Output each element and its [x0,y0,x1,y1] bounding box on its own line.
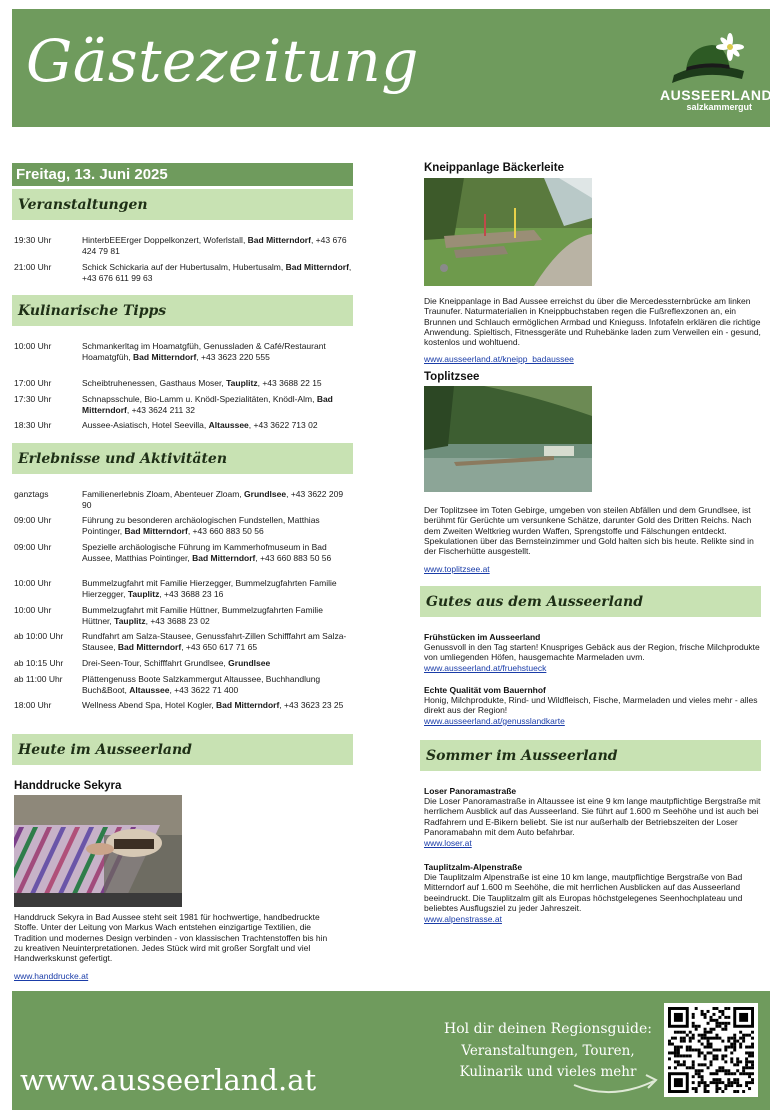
event-desc: Rundfahrt am Salza-Stausee, Genussfahrt-Zillen Schifffahrt am Salza-Stausee, Bad Mitterndorf, +43 650 617 71 65 [82,631,347,652]
event-time: ab 10:15 Uhr [14,658,64,668]
gutes-item-text: Honig, Milchprodukte, Rind- und Wildfleisch, Fische, Marmeladen und vieles mehr - alles direkt aus der Region! [424,695,758,716]
gutes-item-title: Frühstücken im Ausseerland [424,632,541,642]
toplitz-title: Toplitzsee [424,371,480,383]
date-bar: Freitag, 13. Juni 2025 [12,163,353,186]
section-erlebnisse: Erlebnisse und Aktivitäten [12,443,353,474]
kneipp-title: Kneippanlage Bäckerleite [424,162,564,174]
event-time: 19:30 Uhr [14,235,52,245]
sommer-item-title: Tauplitzalm-Alpenstraße [424,862,523,872]
section-veranstaltungen: Veranstaltungen [12,189,353,220]
event-desc: Schick Schickaria auf der Hubertusalm, Hubertusalm, Bad Mitterndorf, +43 676 611 99 63 [82,262,352,283]
handdrucke-photo [14,795,182,907]
event-desc: Bummelzugfahrt mit Familie Hüttner, Bummelzugfahrten Familie Hüttner, Tauplitz, +43 3688 23 02 [82,605,323,626]
event-desc: Spezielle archäologische Führung im Kammerhofmuseum in Bad Aussee, Matthias Pointinger, Bad Mitterndorf, +43 660 883 50 56 [82,542,332,563]
event-time: 09:00 Uhr [14,515,52,525]
logo-name: AUSSEERLAND [660,87,773,103]
sommer-item-text: Die Loser Panoramastraße in Altaussee ist eine 9 km lange mautpflichtige Bergstraße mit herrlichem Ausblick auf das Ausseerland. Sie führt auf 1.600 m Seehöhe und ist auch bei Radfahrern und E-Bikern beliebt. Sie ist nur außerhalb der Betriebszeiten der Loser Panoramabahn mit dem Auto befahrbar. [424,796,761,837]
event-desc: Wellness Abend Spa, Hotel Kogler, Bad Mitterndorf, +43 3623 23 25 [82,700,344,710]
section-sommer: Sommer im Ausseerland [420,740,761,771]
footer-line-3: Kulinarik und vieles mehr [459,1064,637,1080]
footer-line-2: Veranstaltungen, Touren, [461,1043,635,1059]
event-time: 18:30 Uhr [14,420,52,430]
toplitz-text: Der Toplitzsee im Toten Gebirge, umgeben von steilen Abfällen und dem Grundlsee, ist berühmt für Gerüchte um versunkene Schätze, darunter Gold des Dritten Reichs. Nach dem Zweiten Weltkrieg wurden Waffen, Sprengstoffe und Fälschungen entdeckt. Spekulationen über das Bernsteinzimmer und Gold halten sich bis heute. Relikte sind in der Fischerhütte ausgestellt. [424,505,754,557]
event-desc: Aussee-Asiatisch, Hotel Seevilla, Altaussee, +43 3622 713 02 [82,420,318,430]
gutes-item-text: Genussvoll in den Tag starten! Knuspriges Gebäck aus der Region, frische Milchprodukte von umliegenden Höfen, hausgemachte Marmeladen uvm. [424,642,760,663]
section-gutes: Gutes aus dem Ausseerland [420,586,761,617]
sommer-item-title: Loser Panoramastraße [424,786,517,796]
event-time: 21:00 Uhr [14,262,52,272]
sommer-item-link[interactable]: www.alpenstrasse.at [424,914,502,924]
logo-subtitle: salzkammergut [686,102,752,112]
toplitz-link[interactable]: www.toplitzsee.at [424,564,490,574]
kneipp-link[interactable]: www.ausseerland.at/kneipp_badaussee [424,354,574,364]
qr-code-icon[interactable] [664,1003,758,1097]
gutes-item-link[interactable]: www.ausseerland.at/fruehstueck [424,663,547,673]
event-desc: Bummelzugfahrt mit Familie Hierzegger, Bummelzugfahrten Familie Hierzegger, Tauplitz, +43 3688 23 16 [82,578,337,599]
footer-banner [12,991,770,1110]
event-desc: Familienerlebnis Zloam, Abenteuer Zloam, Grundlsee, +43 3622 209 90 [82,489,344,510]
footer-line-1: Hol dir deinen Regionsguide: [444,1021,652,1037]
event-time: 10:00 Uhr [14,578,52,588]
event-time: ganztags [14,489,49,499]
gutes-item-title: Echte Qualität vom Bauernhof [424,685,546,695]
event-desc: Schnapsschule, Bio-Lamm u. Knödl-Spezialitäten, Knödl-Alm, Bad Mitterndorf, +43 3624 211 32 [82,394,333,415]
event-time: 17:30 Uhr [14,394,52,404]
sommer-item-text: Die Tauplitzalm Alpenstraße ist eine 10 km lange, mautpflichtige Bergstraße von Bad Mitterndorf auf 1.600 m Seehöhe, die mit herrlichen Ausblicken auf das Ausseerland beeindruckt. Die Tauplitzalm gilt als Europas höchstgelegenes Seenhochplateau und beliebtes Ausflugsziel zu jeder Jahreszeit. [424,872,743,913]
toplitz-photo [424,386,592,492]
gutes-item-link[interactable]: www.ausseerland.at/genusslandkarte [424,716,565,726]
handdrucke-text: Handdruck Sekyra in Bad Aussee steht seit 1981 für hochwertige, handbedruckte Stoffe. Unter der Leitung von Markus Wach entstehen einzigartige Textilien, die Tradition und modernes Design verbinden - von klassischen Trachtenstoffen bis hin zu kreativen Neuinterpretationen. Jedes Stück wird mit großer Sorgfalt und viel Handwerkskunst gefertigt. [14,912,328,964]
event-desc: Schmankerltag im Hoamatgfüh, Genussladen & Café/Restaurant Hoamatgfüh, Bad Mitterndorf, +43 3623 220 555 [82,341,326,362]
arrow-icon [572,1067,662,1097]
event-desc: Plättengenuss Boote Salzkammergut Altaussee, Buchhandlung Buch&Boot, Altaussee, +43 3622 71 400 [82,674,321,695]
event-time: 18:00 Uhr [14,700,52,710]
page-title: Gästezeitung [26,27,419,95]
event-time: ab 11:00 Uhr [14,674,63,684]
header-banner [12,9,773,127]
section-kulinarisch: Kulinarische Tipps [12,295,353,326]
sommer-item-link[interactable]: www.loser.at [424,838,472,848]
handdrucke-link[interactable]: www.handdrucke.at [14,971,89,981]
handdrucke-title: Handdrucke Sekyra [14,780,122,792]
event-time: 10:00 Uhr [14,605,52,615]
event-desc: Führung zu besonderen archäologischen Fundstellen, Matthias Pointinger, Bad Mitterndorf, +43 660 883 50 56 [82,515,320,536]
event-time: 10:00 Uhr [14,341,52,351]
event-time: 17:00 Uhr [14,378,52,388]
event-desc: HinterbEEErger Doppelkonzert, Woferlstall, Bad Mitterndorf, +43 676 424 79 81 [82,235,347,256]
kneipp-text: Die Kneippanlage in Bad Aussee erreichst du über die Mercedessternbrücke am linken Traunufer. Naturmaterialien in Kneippbuchstaben regen die Fußreflexzonen an, ein Brunnen und Schlauch ermöglichen Armbad und Knieguss. Infotafeln erklären die richtige Anwendung. Spieltisch, Fitnessgeräte und Ruhebänke laden zum Verweilen ein - gesund, kostenlos und wohltuend. [424,296,761,348]
event-time: ab 10:00 Uhr [14,631,64,641]
event-desc: Drei-Seen-Tour, Schifffahrt Grundlsee, Grundlsee [82,658,271,668]
section-heute: Heute im Ausseerland [12,734,353,765]
kneipp-photo [424,178,592,286]
hat-icon [660,31,752,89]
event-desc: Scheibtruhenessen, Gasthaus Moser, Tauplitz, +43 3688 22 15 [82,378,322,388]
event-time: 09:00 Uhr [14,542,52,552]
footer-url[interactable]: www.ausseerland.at [20,1063,317,1097]
ausseerland-logo [660,31,773,113]
